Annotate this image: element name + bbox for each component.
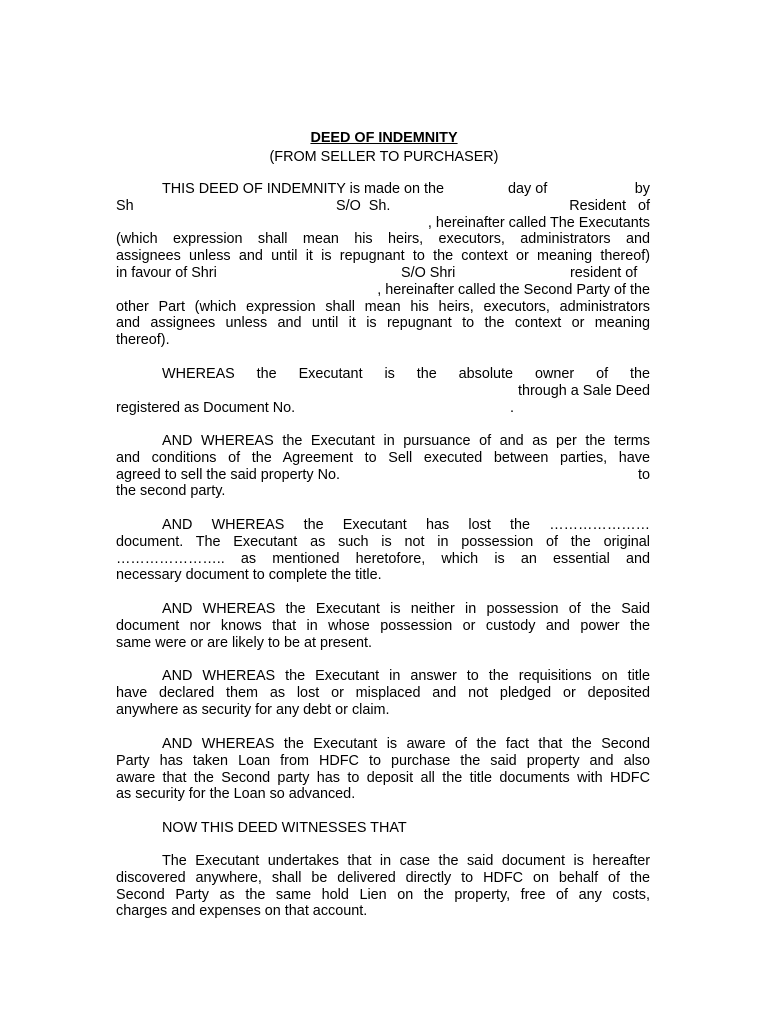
text-line: AND WHEREAS the Executant in answer to the requisitions on title — [162, 668, 650, 684]
text-segment: registered as Document No. — [116, 399, 296, 416]
text-segment: Resident of — [569, 197, 650, 214]
text-line — [116, 181, 650, 198]
paragraph-requisitions — [116, 668, 650, 718]
text-line: have declared them as lost or misplaced and not pledged or deposited — [116, 684, 650, 701]
text-segment: S/O Sh. — [336, 197, 391, 214]
document-title: DEED OF INDEMNITY — [310, 130, 458, 146]
text-segment: day of — [508, 181, 548, 197]
text-line: discovered anywhere, shall be delivered directly to HDFC on behalf of the — [116, 869, 650, 886]
text-line — [116, 366, 650, 383]
text-line: NOW THIS DEED WITNESSES THAT — [162, 820, 407, 836]
text-line: , hereinafter called The Executants — [427, 214, 650, 231]
paragraph-loan — [116, 736, 650, 803]
text-segment: to — [637, 466, 650, 483]
text-segment: absolute — [458, 366, 514, 382]
text-line: (which expression shall mean his heirs, executors, administrators and — [116, 231, 650, 248]
text-segment: . — [510, 399, 514, 416]
text-line: through a Sale Deed — [517, 382, 650, 399]
text-line: document nor knows that in whose possession or custody and power the — [116, 617, 650, 634]
text-segment: owner — [534, 366, 575, 382]
text-line — [116, 198, 650, 215]
text-segment: WHEREAS — [162, 366, 235, 382]
text-line: same were or are likely to be at present. — [116, 634, 372, 651]
text-line: AND WHEREAS the Executant is aware of the fact that the Second — [162, 736, 650, 752]
text-line: AND WHEREAS the Executant in pursuance of and as per the terms — [162, 433, 650, 449]
text-line: thereof). — [116, 332, 170, 349]
text-line: and assignees unless and until it is repugnant to the context or meaning — [116, 315, 650, 332]
text-line — [116, 467, 650, 484]
text-segment: the — [416, 366, 437, 382]
text-line: ………………….. as mentioned heretofore, which is an essential and — [116, 550, 650, 567]
text-line — [116, 400, 650, 417]
paragraph-lost-document — [116, 517, 650, 584]
text-line: document. The Executant as such is not in possession of the original — [116, 533, 650, 550]
text-line: anywhere as security for any debt or claim. — [116, 701, 390, 718]
text-line: charges and expenses on that account. — [116, 903, 368, 920]
text-line: Second Party as the same hold Lien on the property, free of any costs, — [116, 886, 650, 903]
paragraph-possession — [116, 601, 650, 651]
text-line: the second party. — [116, 483, 226, 500]
text-line: Party has taken Loan from HDFC to purchase the said property and also — [116, 752, 650, 769]
text-line: and conditions of the Agreement to Sell executed between parties, have — [116, 449, 650, 466]
paragraph-witnesses — [116, 820, 650, 837]
paragraph-ownership — [116, 366, 650, 416]
text-segment: Executant — [298, 366, 363, 382]
text-segment: resident of — [570, 264, 638, 281]
text-line: assignees unless and until it is repugnant to the context or meaning thereof) — [116, 248, 650, 265]
text-line: The Executant undertakes that in case the said document is hereafter — [162, 853, 650, 869]
text-segment: S/O Shri — [401, 264, 456, 281]
paragraph-parties — [116, 181, 650, 349]
text-segment: agreed to sell the said property No. — [116, 466, 340, 483]
text-segment: by — [634, 181, 650, 197]
text-segment: the — [256, 366, 277, 382]
text-line: necessary document to complete the title. — [116, 567, 382, 584]
text-line — [116, 265, 650, 282]
text-line: as security for the Loan so advanced. — [116, 786, 356, 803]
text-line: AND WHEREAS the Executant is neither in possession of the Said — [162, 601, 650, 617]
text-segment: in favour of Shri — [116, 264, 217, 281]
text-segment: is — [384, 366, 395, 382]
text-line: other Part (which expression shall mean his heirs, executors, administrators — [116, 298, 650, 315]
text-segment: THIS DEED OF INDEMNITY is made on the — [162, 181, 445, 197]
document-subtitle: (FROM SELLER TO PURCHASER) — [269, 149, 499, 165]
paragraph-undertaking — [116, 853, 650, 920]
text-segment: Sh — [116, 197, 134, 214]
text-line: aware that the Second party has to deposit all the title documents with HDFC — [116, 769, 650, 786]
paragraph-agreement — [116, 433, 650, 500]
text-segment: of — [596, 366, 609, 382]
text-line: , hereinafter called the Second Party of the — [377, 281, 650, 298]
text-line: AND WHEREAS the Executant has lost the ………………… — [162, 517, 650, 533]
text-segment: the — [629, 366, 650, 382]
